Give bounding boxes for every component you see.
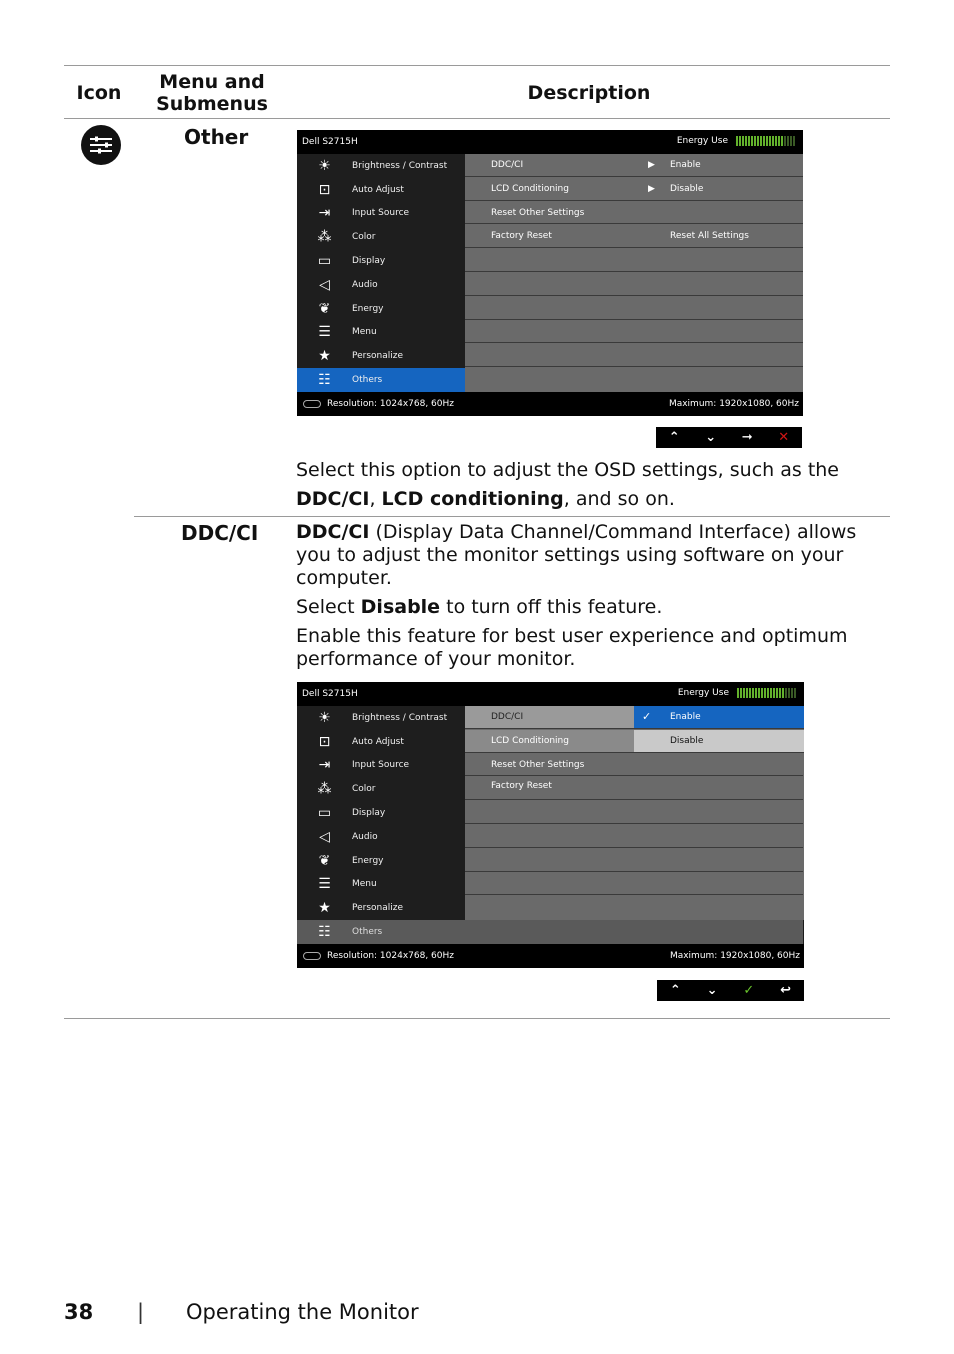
osd-energy-label: Energy Use	[676, 136, 728, 146]
back-icon[interactable]: ↩	[780, 983, 792, 998]
header-menu: Menu and Submenus	[156, 71, 268, 115]
osd-menu-item[interactable]	[297, 825, 465, 849]
brightness-icon: ☀	[318, 709, 331, 726]
option-label: Disable	[670, 735, 704, 746]
osd-menu-item[interactable]	[297, 273, 465, 297]
osd-row-empty	[465, 873, 803, 896]
option-label: Enable	[670, 712, 701, 722]
color-icon: ⁂	[317, 781, 332, 798]
osd-menu-item[interactable]	[297, 178, 465, 202]
ddcci-paragraph-3: Enable this feature for best user experience and optimum performance of your monitor.	[296, 625, 848, 670]
osd-row-empty	[465, 801, 803, 824]
input-source-icon: ⇥	[318, 757, 331, 774]
right-arrow-icon[interactable]: ➞	[741, 430, 753, 445]
osd-option-enable[interactable]	[634, 706, 804, 729]
osd-menu-label: Audio	[352, 279, 378, 290]
osd-menu-item[interactable]	[297, 706, 465, 730]
energy-icon: ❦	[318, 300, 331, 317]
osd-row-label: Factory Reset	[491, 231, 552, 242]
desc-text: (Display Data Channel/Command Interface) allows you to adjust the monitor settings using software on your computer.	[296, 521, 857, 589]
osd-menu-item[interactable]	[297, 896, 465, 920]
osd-button-bar-2	[657, 980, 804, 1001]
osd-row-empty	[465, 368, 803, 391]
osd-menu-item[interactable]	[297, 754, 465, 778]
osd-menu-label: Input Source	[352, 208, 410, 219]
osd-energy-label: Energy Use	[677, 688, 729, 698]
energy-meter	[736, 136, 795, 146]
osd-button-bar	[656, 427, 802, 448]
osd-menu-label: Energy	[352, 855, 384, 866]
osd-row-empty	[465, 849, 803, 872]
osd-footer	[297, 392, 803, 416]
other-description	[296, 456, 876, 514]
osd-row-empty	[465, 273, 803, 296]
osd-row-value: Disable	[670, 183, 704, 194]
osd-maximum: Maximum: 1920x1080, 60Hz	[669, 951, 800, 961]
page-number: 38	[64, 1300, 94, 1324]
osd-menu-item[interactable]	[297, 920, 803, 944]
osd-others-panel	[465, 154, 803, 392]
auto-adjust-icon: ⊡	[318, 733, 331, 750]
osd-ddc-panel	[465, 706, 804, 920]
osd-row-reset-other	[465, 754, 803, 777]
osd-menu-item[interactable]	[297, 801, 465, 825]
osd-menu-item[interactable]	[297, 249, 465, 273]
section-title: Operating the Monitor	[186, 1300, 419, 1324]
down-icon[interactable]: ⌄	[705, 430, 717, 445]
osd-row-value: Enable	[670, 160, 701, 170]
osd-model: Dell S2715H	[302, 137, 358, 147]
osd-energy	[677, 136, 795, 146]
table-top-rule	[64, 65, 890, 66]
up-icon[interactable]: ⌃	[669, 983, 681, 998]
row-label-ddcci: DDC/CI	[181, 521, 259, 545]
osd-row-label: DDC/CI	[491, 712, 524, 722]
osd-menu-label: Personalize	[352, 351, 404, 362]
table-bottom-rule	[64, 1018, 890, 1019]
display-icon: ▭	[317, 253, 332, 270]
osd-titlebar	[297, 130, 803, 154]
osd-menu-item[interactable]	[297, 730, 465, 754]
auto-adjust-icon: ⊡	[318, 181, 331, 198]
osd-menu-label: Display	[352, 808, 386, 819]
osd-menu	[297, 154, 465, 392]
osd-menu-label: Color	[352, 232, 376, 243]
menu-icon: ☰	[318, 324, 331, 341]
osd-titlebar	[297, 682, 804, 706]
osd-menu-item[interactable]	[297, 225, 465, 249]
check-icon: ✓	[642, 710, 652, 723]
osd-energy	[678, 688, 796, 698]
star-icon: ★	[318, 900, 331, 917]
osd-row-empty	[465, 896, 803, 919]
osd-menu-label: Color	[352, 784, 376, 795]
up-icon[interactable]: ⌃	[668, 430, 680, 445]
cable-icon	[303, 400, 321, 408]
color-icon: ⁂	[317, 229, 332, 246]
osd-menu-label: Brightness / Contrast	[352, 160, 448, 171]
header-description: Description	[527, 82, 651, 104]
brightness-icon: ☀	[318, 157, 331, 174]
star-icon: ★	[318, 348, 331, 365]
desc-sep: ,	[369, 488, 382, 510]
osd-row-label: LCD Conditioning	[491, 183, 569, 194]
osd-row-lcd	[465, 730, 634, 753]
osd-menu-label: Personalize	[352, 903, 404, 914]
osd-row-label: Reset Other Settings	[491, 759, 585, 770]
osd-menu-item[interactable]	[297, 202, 465, 226]
energy-meter	[737, 688, 796, 698]
osd-option-disable[interactable]	[634, 730, 804, 753]
osd-row-reset-other	[465, 202, 803, 225]
osd-menu-label: Input Source	[352, 760, 410, 771]
desc-end: , and so on.	[563, 488, 675, 510]
osd-menu-label: Menu	[352, 327, 377, 338]
osd-menu-item[interactable]	[297, 321, 465, 345]
osd-menu-label: Energy	[352, 303, 384, 314]
osd-model: Dell S2715H	[302, 689, 358, 699]
osd-row-empty	[465, 825, 803, 848]
menu-icon: ☰	[318, 876, 331, 893]
desc-text: Select	[296, 596, 361, 618]
osd-screenshot-others	[297, 130, 803, 416]
osd-row-empty	[465, 321, 803, 344]
osd-row-ddcci	[465, 154, 803, 177]
audio-icon: ◁	[319, 828, 330, 845]
osd-row-lcd	[465, 178, 803, 201]
ddcci-paragraph-2	[296, 596, 876, 619]
row-label-other: Other	[184, 125, 249, 149]
sliders-icon: ☷	[318, 924, 331, 941]
osd-screenshot-ddcci	[297, 682, 804, 968]
cable-icon	[303, 952, 321, 960]
osd-row-factory	[465, 225, 803, 248]
input-source-icon: ⇥	[318, 205, 331, 222]
desc-bold-ddcci: DDC/CI	[296, 488, 370, 510]
osd-menu-2	[297, 706, 465, 944]
osd-menu-item[interactable]	[297, 849, 465, 873]
ddcci-paragraph-1	[296, 521, 876, 590]
osd-menu-label: Auto Adjust	[352, 736, 404, 747]
osd-menu-label: Display	[352, 256, 386, 267]
osd-menu-label: Others	[352, 375, 383, 386]
osd-menu-label: Audio	[352, 831, 378, 842]
osd-row-empty	[465, 344, 803, 367]
desc-bold: DDC/CI	[296, 521, 370, 543]
check-icon[interactable]: ✓	[743, 983, 755, 998]
osd-row-empty	[465, 297, 803, 320]
display-icon: ▭	[317, 805, 332, 822]
sliders-icon: ☷	[318, 372, 331, 389]
desc-text: Select this option to adjust the OSD settings, such as the	[296, 459, 839, 481]
osd-menu-item[interactable]	[297, 344, 465, 368]
osd-menu-item[interactable]	[297, 873, 465, 897]
osd-menu-label: Auto Adjust	[352, 184, 404, 195]
osd-menu-item[interactable]	[297, 777, 465, 801]
close-icon[interactable]: ✕	[778, 430, 790, 445]
osd-menu-label: Others	[352, 927, 383, 938]
header-bottom-rule	[64, 118, 890, 119]
osd-row-label: LCD Conditioning	[491, 735, 569, 746]
osd-menu-item[interactable]	[297, 368, 465, 392]
down-icon[interactable]: ⌄	[706, 983, 718, 998]
osd-resolution: Resolution: 1024x768, 60Hz	[327, 951, 454, 961]
sliders-icon	[81, 125, 121, 165]
osd-footer	[297, 944, 804, 968]
row-divider	[134, 516, 890, 517]
osd-row-label: Reset Other Settings	[491, 207, 585, 218]
osd-row-value: Reset All Settings	[670, 231, 749, 242]
energy-icon: ❦	[318, 852, 331, 869]
osd-resolution: Resolution: 1024x768, 60Hz	[327, 399, 454, 409]
desc-text: to turn off this feature.	[440, 596, 663, 618]
osd-menu-label: Menu	[352, 879, 377, 890]
osd-maximum: Maximum: 1920x1080, 60Hz	[668, 399, 799, 409]
header-icon: Icon	[76, 82, 122, 104]
play-icon: ▶	[648, 183, 655, 194]
desc-bold: Disable	[360, 596, 441, 618]
desc-bold-lcd: LCD conditioning	[381, 488, 564, 510]
osd-row-ddcci	[465, 706, 634, 729]
audio-icon: ◁	[319, 276, 330, 293]
osd-row-label: Factory Reset	[491, 781, 552, 792]
osd-row-label: DDC/CI	[491, 160, 524, 170]
play-icon: ▶	[648, 160, 655, 170]
osd-menu-item[interactable]	[297, 154, 465, 178]
osd-row-factory	[465, 777, 803, 800]
osd-row-empty	[465, 249, 803, 272]
footer-separator: |	[137, 1300, 145, 1324]
osd-menu-item[interactable]	[297, 297, 465, 321]
osd-menu-label: Brightness / Contrast	[352, 712, 448, 723]
